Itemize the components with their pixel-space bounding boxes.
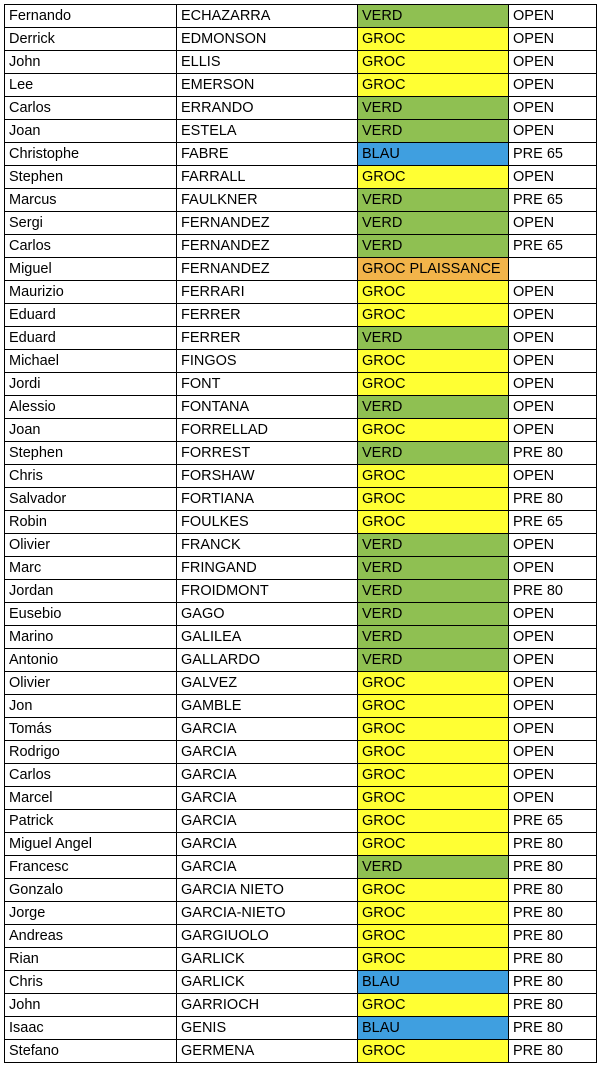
table-row: [5, 419, 597, 442]
first-name-cell: Jorge: [5, 902, 177, 925]
category-cell: OPEN: [509, 787, 597, 810]
first-name-cell: Sergi: [5, 212, 177, 235]
table-row: [5, 672, 597, 695]
table-row: [5, 143, 597, 166]
level-cell: VERD: [358, 626, 509, 649]
table-row: [5, 1017, 597, 1040]
last-name-cell: GAGO: [177, 603, 358, 626]
category-cell: OPEN: [509, 5, 597, 28]
level-cell: GROC: [358, 511, 509, 534]
table-row: [5, 718, 597, 741]
category-cell: OPEN: [509, 557, 597, 580]
first-name-cell: Fernando: [5, 5, 177, 28]
table-row: [5, 51, 597, 74]
first-name-cell: Marcel: [5, 787, 177, 810]
table-row: [5, 5, 597, 28]
table-row: [5, 28, 597, 51]
category-cell: OPEN: [509, 396, 597, 419]
level-cell: GROC: [358, 281, 509, 304]
last-name-cell: FERNANDEZ: [177, 212, 358, 235]
table-row: [5, 396, 597, 419]
category-cell: PRE 80: [509, 994, 597, 1017]
category-cell: OPEN: [509, 695, 597, 718]
table-row: [5, 557, 597, 580]
last-name-cell: FERNANDEZ: [177, 235, 358, 258]
category-cell: OPEN: [509, 626, 597, 649]
last-name-cell: FRINGAND: [177, 557, 358, 580]
last-name-cell: FERRER: [177, 304, 358, 327]
level-cell: GROC: [358, 833, 509, 856]
last-name-cell: GARCIA: [177, 764, 358, 787]
category-cell: OPEN: [509, 764, 597, 787]
level-cell: GROC: [358, 74, 509, 97]
level-cell: GROC: [358, 948, 509, 971]
level-cell: GROC: [358, 695, 509, 718]
table-body: [5, 5, 597, 1063]
level-cell: GROC: [358, 902, 509, 925]
category-cell: PRE 80: [509, 442, 597, 465]
first-name-cell: Joan: [5, 419, 177, 442]
table-row: [5, 948, 597, 971]
level-cell: BLAU: [358, 1017, 509, 1040]
first-name-cell: Salvador: [5, 488, 177, 511]
first-name-cell: Michael: [5, 350, 177, 373]
category-cell: PRE 80: [509, 1040, 597, 1063]
category-cell: OPEN: [509, 327, 597, 350]
category-cell: PRE 65: [509, 143, 597, 166]
category-cell: OPEN: [509, 281, 597, 304]
level-cell: GROC: [358, 28, 509, 51]
level-cell: BLAU: [358, 143, 509, 166]
last-name-cell: GAMBLE: [177, 695, 358, 718]
table-row: [5, 258, 597, 281]
last-name-cell: FORTIANA: [177, 488, 358, 511]
last-name-cell: GARCIA: [177, 833, 358, 856]
first-name-cell: Isaac: [5, 1017, 177, 1040]
first-name-cell: Eusebio: [5, 603, 177, 626]
category-cell: OPEN: [509, 28, 597, 51]
first-name-cell: Rodrigo: [5, 741, 177, 764]
last-name-cell: GALLARDO: [177, 649, 358, 672]
category-cell: OPEN: [509, 97, 597, 120]
table-row: [5, 511, 597, 534]
table-row: [5, 879, 597, 902]
table-row: [5, 902, 597, 925]
category-cell: [509, 258, 597, 281]
first-name-cell: John: [5, 51, 177, 74]
level-cell: GROC: [358, 672, 509, 695]
first-name-cell: Francesc: [5, 856, 177, 879]
category-cell: OPEN: [509, 373, 597, 396]
first-name-cell: Jordi: [5, 373, 177, 396]
first-name-cell: Antonio: [5, 649, 177, 672]
category-cell: OPEN: [509, 672, 597, 695]
table-row: [5, 833, 597, 856]
last-name-cell: FORRELLAD: [177, 419, 358, 442]
level-cell: GROC: [358, 465, 509, 488]
category-cell: OPEN: [509, 120, 597, 143]
table-row: [5, 189, 597, 212]
last-name-cell: FORSHAW: [177, 465, 358, 488]
last-name-cell: ECHAZARRA: [177, 5, 358, 28]
table-row: [5, 534, 597, 557]
last-name-cell: GALILEA: [177, 626, 358, 649]
level-cell: VERD: [358, 649, 509, 672]
first-name-cell: Stefano: [5, 1040, 177, 1063]
level-cell: GROC: [358, 787, 509, 810]
category-cell: OPEN: [509, 649, 597, 672]
category-cell: PRE 80: [509, 902, 597, 925]
table-row: [5, 212, 597, 235]
last-name-cell: GARRIOCH: [177, 994, 358, 1017]
first-name-cell: John: [5, 994, 177, 1017]
table-row: [5, 695, 597, 718]
first-name-cell: Carlos: [5, 235, 177, 258]
last-name-cell: GARCIA: [177, 741, 358, 764]
level-cell: VERD: [358, 120, 509, 143]
players-table: [4, 4, 597, 1063]
first-name-cell: Maurizio: [5, 281, 177, 304]
category-cell: PRE 80: [509, 856, 597, 879]
table-row: [5, 994, 597, 1017]
level-cell: VERD: [358, 235, 509, 258]
level-cell: GROC: [358, 810, 509, 833]
last-name-cell: GARCIA: [177, 787, 358, 810]
category-cell: PRE 65: [509, 189, 597, 212]
last-name-cell: GARLICK: [177, 971, 358, 994]
category-cell: PRE 80: [509, 580, 597, 603]
last-name-cell: FINGOS: [177, 350, 358, 373]
table-row: [5, 649, 597, 672]
table-row: [5, 810, 597, 833]
last-name-cell: GARCIA-NIETO: [177, 902, 358, 925]
table-row: [5, 327, 597, 350]
last-name-cell: FONTANA: [177, 396, 358, 419]
first-name-cell: Marc: [5, 557, 177, 580]
last-name-cell: GARCIA: [177, 856, 358, 879]
first-name-cell: Jordan: [5, 580, 177, 603]
first-name-cell: Christophe: [5, 143, 177, 166]
last-name-cell: GALVEZ: [177, 672, 358, 695]
category-cell: PRE 80: [509, 879, 597, 902]
first-name-cell: Lee: [5, 74, 177, 97]
last-name-cell: FERRER: [177, 327, 358, 350]
table-row: [5, 787, 597, 810]
table-row: [5, 580, 597, 603]
level-cell: GROC: [358, 373, 509, 396]
level-cell: VERD: [358, 5, 509, 28]
last-name-cell: FAULKNER: [177, 189, 358, 212]
level-cell: GROC: [358, 166, 509, 189]
last-name-cell: GERMENA: [177, 1040, 358, 1063]
category-cell: PRE 80: [509, 833, 597, 856]
level-cell: VERD: [358, 442, 509, 465]
last-name-cell: ESTELA: [177, 120, 358, 143]
last-name-cell: ELLIS: [177, 51, 358, 74]
last-name-cell: FONT: [177, 373, 358, 396]
first-name-cell: Marcus: [5, 189, 177, 212]
level-cell: VERD: [358, 327, 509, 350]
last-name-cell: FARRALL: [177, 166, 358, 189]
last-name-cell: FORREST: [177, 442, 358, 465]
table-row: [5, 603, 597, 626]
first-name-cell: Carlos: [5, 97, 177, 120]
category-cell: PRE 80: [509, 488, 597, 511]
level-cell: GROC: [358, 879, 509, 902]
category-cell: OPEN: [509, 718, 597, 741]
level-cell: VERD: [358, 603, 509, 626]
level-cell: GROC: [358, 350, 509, 373]
first-name-cell: Alessio: [5, 396, 177, 419]
table-row: [5, 856, 597, 879]
last-name-cell: EMERSON: [177, 74, 358, 97]
last-name-cell: ERRANDO: [177, 97, 358, 120]
level-cell: VERD: [358, 396, 509, 419]
last-name-cell: GARLICK: [177, 948, 358, 971]
first-name-cell: Carlos: [5, 764, 177, 787]
table-row: [5, 465, 597, 488]
level-cell: VERD: [358, 189, 509, 212]
level-cell: GROC: [358, 994, 509, 1017]
table-row: [5, 281, 597, 304]
first-name-cell: Miguel: [5, 258, 177, 281]
first-name-cell: Andreas: [5, 925, 177, 948]
first-name-cell: Joan: [5, 120, 177, 143]
table-row: [5, 304, 597, 327]
level-cell: VERD: [358, 557, 509, 580]
category-cell: OPEN: [509, 212, 597, 235]
last-name-cell: FRANCK: [177, 534, 358, 557]
first-name-cell: Patrick: [5, 810, 177, 833]
level-cell: GROC: [358, 304, 509, 327]
table-row: [5, 120, 597, 143]
table-row: [5, 74, 597, 97]
first-name-cell: Rian: [5, 948, 177, 971]
level-cell: VERD: [358, 534, 509, 557]
level-cell: BLAU: [358, 971, 509, 994]
table-row: [5, 488, 597, 511]
first-name-cell: Eduard: [5, 304, 177, 327]
category-cell: OPEN: [509, 603, 597, 626]
table-row: [5, 764, 597, 787]
category-cell: OPEN: [509, 350, 597, 373]
category-cell: OPEN: [509, 304, 597, 327]
first-name-cell: Eduard: [5, 327, 177, 350]
table-row: [5, 741, 597, 764]
category-cell: PRE 80: [509, 1017, 597, 1040]
last-name-cell: FABRE: [177, 143, 358, 166]
category-cell: PRE 65: [509, 511, 597, 534]
table-row: [5, 442, 597, 465]
level-cell: VERD: [358, 97, 509, 120]
category-cell: OPEN: [509, 465, 597, 488]
category-cell: OPEN: [509, 51, 597, 74]
first-name-cell: Gonzalo: [5, 879, 177, 902]
table-row: [5, 166, 597, 189]
last-name-cell: GARCIA: [177, 718, 358, 741]
first-name-cell: Miguel Angel: [5, 833, 177, 856]
table-row: [5, 971, 597, 994]
last-name-cell: GARCIA NIETO: [177, 879, 358, 902]
last-name-cell: FROIDMONT: [177, 580, 358, 603]
category-cell: OPEN: [509, 741, 597, 764]
category-cell: PRE 80: [509, 971, 597, 994]
first-name-cell: Derrick: [5, 28, 177, 51]
category-cell: PRE 65: [509, 235, 597, 258]
last-name-cell: FERRARI: [177, 281, 358, 304]
level-cell: VERD: [358, 212, 509, 235]
last-name-cell: GARCIA: [177, 810, 358, 833]
last-name-cell: GARGIUOLO: [177, 925, 358, 948]
first-name-cell: Stephen: [5, 166, 177, 189]
table-row: [5, 373, 597, 396]
level-cell: GROC PLAISSANCE: [358, 258, 509, 281]
table-row: [5, 925, 597, 948]
first-name-cell: Chris: [5, 971, 177, 994]
last-name-cell: EDMONSON: [177, 28, 358, 51]
level-cell: GROC: [358, 925, 509, 948]
level-cell: GROC: [358, 741, 509, 764]
first-name-cell: Olivier: [5, 672, 177, 695]
level-cell: VERD: [358, 580, 509, 603]
first-name-cell: Robin: [5, 511, 177, 534]
first-name-cell: Chris: [5, 465, 177, 488]
category-cell: PRE 80: [509, 925, 597, 948]
level-cell: GROC: [358, 488, 509, 511]
level-cell: VERD: [358, 856, 509, 879]
first-name-cell: Tomás: [5, 718, 177, 741]
table-row: [5, 350, 597, 373]
table-row: [5, 235, 597, 258]
category-cell: OPEN: [509, 419, 597, 442]
category-cell: PRE 80: [509, 948, 597, 971]
category-cell: OPEN: [509, 74, 597, 97]
level-cell: GROC: [358, 718, 509, 741]
category-cell: OPEN: [509, 166, 597, 189]
first-name-cell: Marino: [5, 626, 177, 649]
first-name-cell: Stephen: [5, 442, 177, 465]
table-row: [5, 1040, 597, 1063]
category-cell: PRE 65: [509, 810, 597, 833]
category-cell: OPEN: [509, 534, 597, 557]
level-cell: GROC: [358, 1040, 509, 1063]
last-name-cell: FERNANDEZ: [177, 258, 358, 281]
level-cell: GROC: [358, 51, 509, 74]
last-name-cell: FOULKES: [177, 511, 358, 534]
table-row: [5, 626, 597, 649]
table-row: [5, 97, 597, 120]
level-cell: GROC: [358, 764, 509, 787]
level-cell: GROC: [358, 419, 509, 442]
first-name-cell: Olivier: [5, 534, 177, 557]
first-name-cell: Jon: [5, 695, 177, 718]
last-name-cell: GENIS: [177, 1017, 358, 1040]
